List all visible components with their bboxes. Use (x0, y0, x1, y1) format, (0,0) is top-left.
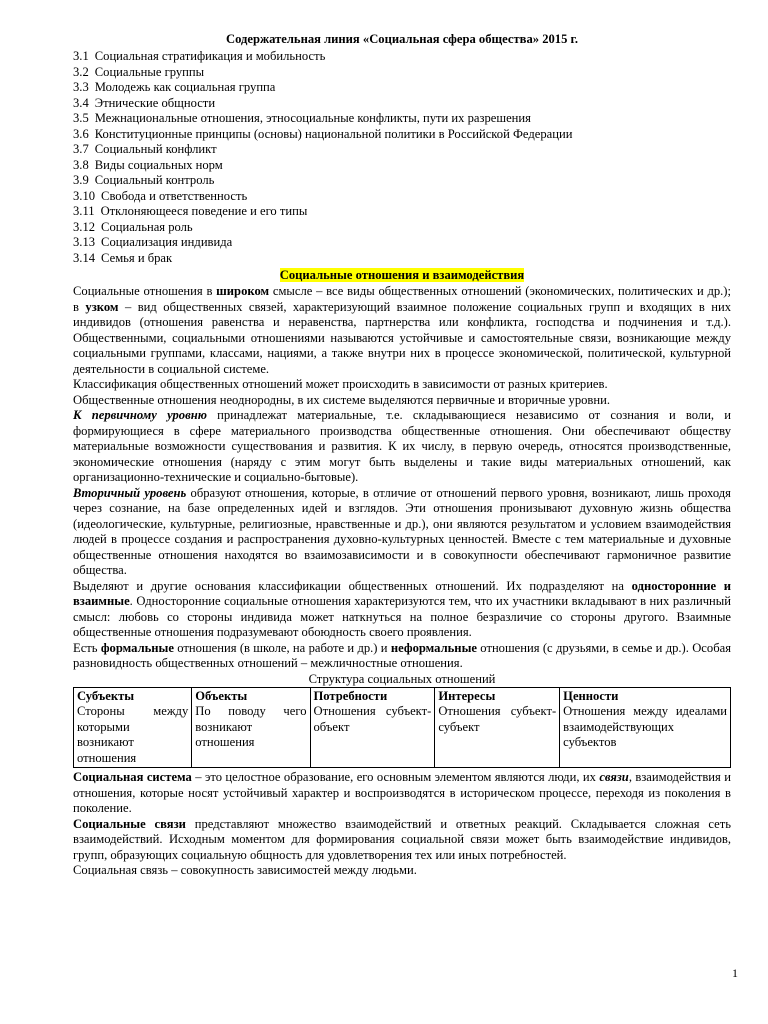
topic-number: 3.13 (73, 235, 96, 249)
topic-number: 3.1 (73, 49, 89, 63)
topic-list-item (73, 189, 731, 205)
section-heading-text: Социальные отношения и взаимодействия (279, 268, 525, 282)
document-page (73, 32, 731, 879)
table-cell-text: Стороны между которыми возникают отношения (77, 704, 189, 765)
topic-label: Молодежь как социальная группа (94, 80, 276, 94)
topic-list-item (73, 96, 731, 112)
page-number: 1 (732, 966, 738, 980)
paragraph-social-links: Социальные связи представляют множество взаимодействий и ответных реакций. Складывается сложная сеть взаимодействий. Исходным моментом для формирования социальной связи может быть взаимодействие индивидов, групп, образующих социальную общность для удовлетворения тех или иных потребностей. (73, 816, 731, 862)
paragraph-secondary-level: Вторичный уровень образуют отношения, которые, в отличие от отношений первого уровня, возникают, лишь проходя через сознание, на базе определенных идей и взглядов. Эти отношения пронизывают духовную жизнь общества (идеологические, культурные, религиозные, нравственные и др.), они являются результатом и условием взаимодействия людей в процессе создания и распространения духовно-культурных ценностей. Вместе с тем материальные и духовные общественные отношения находятся во взаимозависимости и в совокупности обеспечивают гармоничное развитие общества. (73, 485, 731, 577)
topic-number: 3.8 (73, 157, 89, 172)
topic-label: Межнациональные отношения, этносоциальные конфликты, пути их разрешения (94, 111, 531, 125)
topic-list-item (73, 127, 731, 143)
topic-list-item (73, 158, 731, 174)
topic-list-item (73, 173, 731, 189)
paragraph-formal: Есть формальные отношения (в школе, на работе и др.) и неформальные отношения (с друзьями, в семье и др.). Особая разновидность общественных отношений – межличностные отношения. (73, 640, 731, 670)
topic-list (73, 49, 731, 266)
topic-list-item (73, 111, 731, 127)
table-cell-text: Отношения субъект- субъект (438, 704, 557, 734)
topic-label: Конституционные принципы (основы) национальной политики в Российской Федерации (94, 126, 573, 141)
topic-list-item (73, 220, 731, 236)
paragraph-social-link-definition: Социальная связь – совокупность зависимостей между людьми. (73, 863, 417, 877)
table-header: Объекты (195, 688, 248, 703)
table-cell (435, 687, 560, 768)
topic-label: Социальная роль (101, 219, 193, 234)
paragraph-one-sided: Выделяют и другие основания классификации общественных отношений. Их подразделяют на односторонние и взаимные. Односторонние социальные отношения характеризуются тем, что их участники вкладывают в них различный смысл: любовь со стороны индивида может наткнуться на полное безразличие со стороны другого. Взаимные общественные отношения подразумевают обоюдность своего проявления. (73, 578, 731, 639)
table-cell-text: Отношения субъект-объект (313, 704, 432, 734)
paragraph-social-system: Социальная система – это целостное образование, его основным элементом являются люди, их связи, взаимодействия и отношения, которые носят устойчивый характер и воспроизводятся в историческом процессе, переходя из поколения в поколение. (73, 770, 731, 815)
table-header: Ценности (563, 688, 619, 703)
paragraph-classification: Классификация общественных отношений может происходить в зависимости от разных критериев. (73, 377, 608, 391)
paragraph-primary-level: К первичному уровню принадлежат материальные, т.е. складывающиеся независимо от сознания и воли, и формирующиеся в сфере материального производства общественные отношения. Они обеспечивают обществу материальные возможности существования и развития. К их числу, в первую очередь, относятся производственные, экономические отношения (наряду с этим могут быть выделены и такие виды материальных отношений, как организационно-технические и социально-бытовые). (73, 408, 732, 484)
topic-list-item (73, 49, 731, 65)
topic-label: Социализация индивида (101, 235, 233, 249)
topic-label: Семья и брак (101, 250, 173, 265)
topic-list-item (73, 235, 731, 251)
topic-number: 3.9 (73, 173, 89, 187)
relations-structure-table (73, 687, 731, 769)
topic-label: Социальные группы (94, 64, 205, 79)
topic-list-item (73, 251, 731, 267)
topic-number: 3.10 (73, 188, 96, 203)
topic-list-item (73, 142, 731, 158)
table-cell (74, 687, 192, 768)
topic-label: Отклоняющееся поведение и его типы (100, 204, 308, 218)
table-caption: Структура социальных отношений (308, 671, 496, 686)
paragraph-levels: Общественные отношения неоднородны, в их системе выделяются первичные и вторичные уровни. (73, 392, 610, 407)
table-row (74, 687, 731, 768)
topic-number: 3.6 (73, 126, 89, 141)
table-cell-text: По поводу чего возникают отношения (195, 704, 307, 749)
document-title: Содержательная линия «Социальная сфера общества» 2015 г. (225, 32, 578, 46)
table-cell-text: Отношения между идеалами взаимодействующих субъектов (563, 704, 727, 749)
table-cell (560, 687, 731, 768)
topic-number: 3.12 (73, 219, 96, 234)
topic-number: 3.14 (73, 250, 96, 265)
table-cell (192, 687, 310, 768)
topic-number: 3.11 (73, 204, 95, 218)
topic-number: 3.5 (73, 111, 89, 125)
topic-label: Социальный конфликт (94, 142, 217, 156)
topic-number: 3.3 (73, 80, 89, 94)
topic-number: 3.7 (73, 142, 89, 156)
table-cell (310, 687, 435, 768)
paragraph-definition: Социальные отношения в широком смысле – все виды общественных отношений (экономических, политических и др.); в узком – вид общественных связей, характеризующий взаимное положение социальных групп и входящих в них индивидов (отношения равенства и неравенства, партнерства или конфликта, господства и подчинения и т.д.). Общественными, социальными отношениями называются устойчивые и самостоятельные связи, возникающие между социальными группами, классами, нациями, а также внутри них в процессе экономической, политической, культурной деятельности в социальной системе. (73, 284, 731, 376)
section-heading (73, 268, 731, 284)
topic-label: Виды социальных норм (94, 157, 223, 172)
topic-label: Свобода и ответственность (101, 188, 248, 203)
topic-label: Этнические общности (94, 95, 216, 110)
topic-number: 3.4 (73, 95, 89, 110)
topic-label: Социальный контроль (94, 173, 215, 187)
topic-number: 3.2 (73, 64, 89, 79)
topic-list-item (73, 204, 731, 220)
topic-list-item (73, 80, 731, 96)
topic-list-item (73, 65, 731, 81)
table-header: Потребности (313, 688, 388, 703)
table-header: Субъекты (77, 688, 135, 703)
topic-label: Социальная стратификация и мобильность (94, 49, 326, 63)
table-header: Интересы (438, 688, 496, 703)
